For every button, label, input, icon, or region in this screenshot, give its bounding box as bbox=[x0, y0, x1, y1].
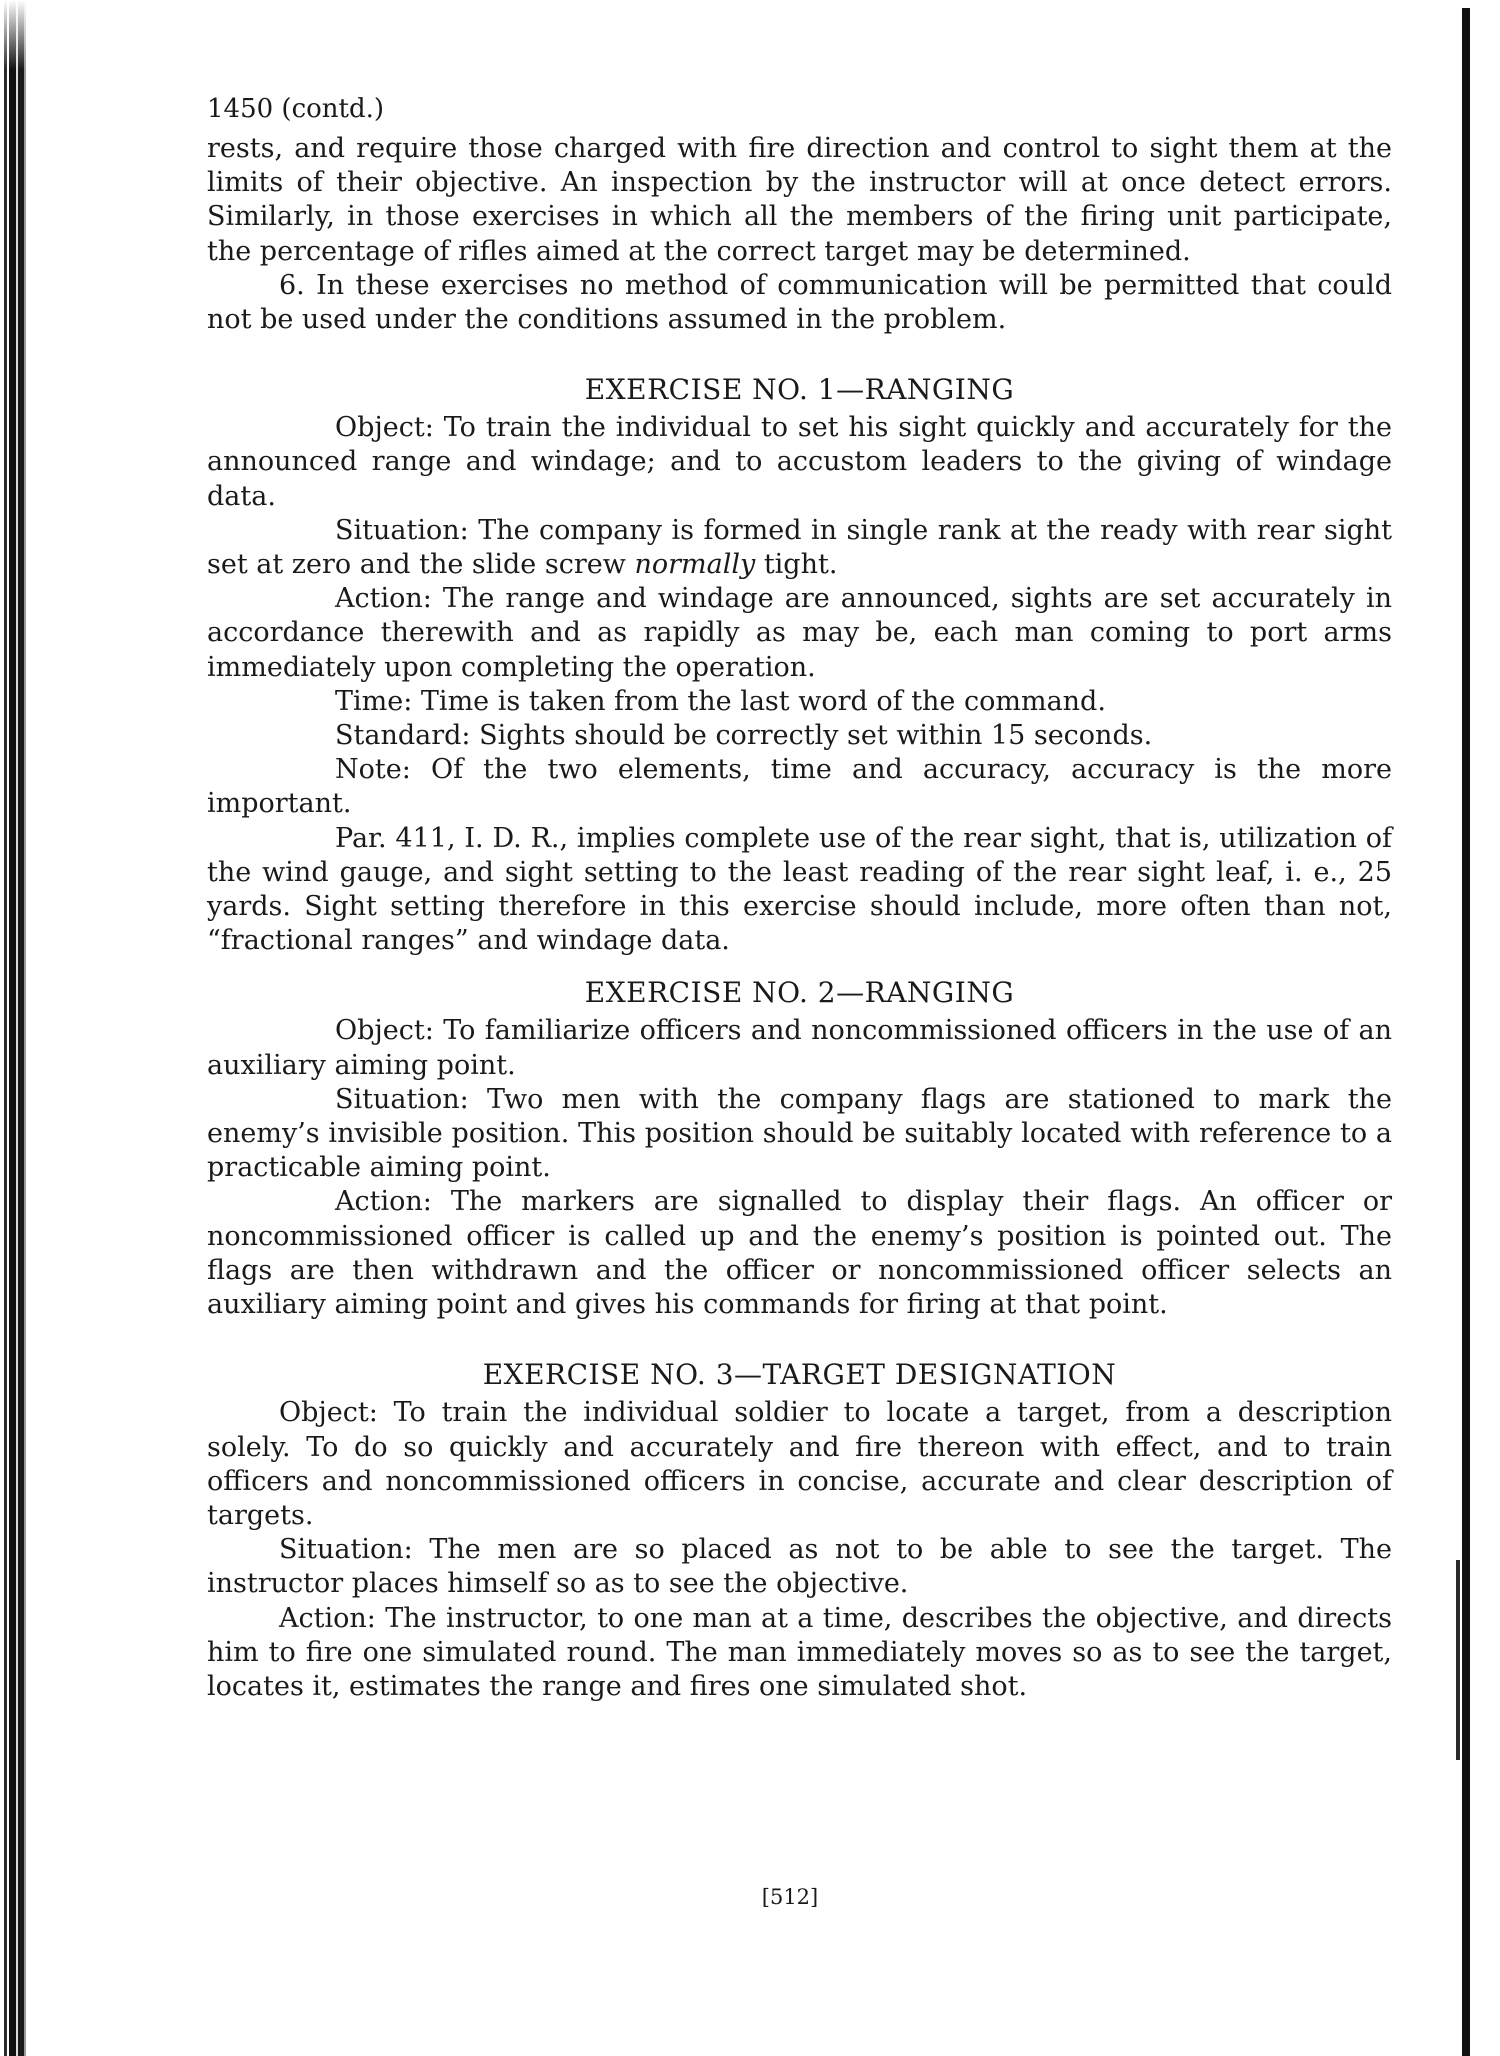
situation-label: Situation: bbox=[335, 514, 469, 546]
standard-label: Standard: bbox=[335, 720, 471, 752]
exercise-3-situation bbox=[207, 1533, 1392, 1601]
exercise-3-object bbox=[207, 1396, 1392, 1533]
action-text: The instructor, to one man at a time, describes the objective, and directs him to fire one simulated round. The man immediately moves so as to see the target, locates it, estimates the range and fires one simulated shot. bbox=[207, 1602, 1392, 1702]
exercise-1-object bbox=[207, 411, 1392, 514]
object-text: To train the individual soldier to locate a target, from a description solely. To do so quickly and accurately and fire thereon with effect, and to train officers and noncommissioned officers in concise, accurate and clear description of targets. bbox=[207, 1397, 1392, 1531]
object-text: To train the individual to set his sight quickly and accurately for the announced range and windage; and to accustom leaders to the giving of windage data. bbox=[207, 412, 1392, 512]
object-label: Object: bbox=[335, 412, 434, 444]
scan-right-edge-mark bbox=[1456, 1560, 1460, 1760]
exercise-1-note bbox=[207, 753, 1392, 821]
exercise-1-title: EXERCISE NO. 1—RANGING bbox=[584, 373, 1015, 407]
action-label: Action: bbox=[279, 1602, 376, 1634]
action-label: Action: bbox=[335, 1186, 432, 1218]
running-header: 1450 (contd.) bbox=[207, 94, 385, 124]
exercise-2-object bbox=[207, 1014, 1392, 1082]
scan-binding-edge bbox=[0, 0, 48, 2056]
page-number bbox=[0, 1883, 1500, 1911]
situation-text: The company is formed in single rank at the ready with rear sight set at zero and the slide screw bbox=[207, 514, 1392, 581]
standard-text: Sights should be correctly set within 15 seconds. bbox=[479, 720, 1153, 752]
exercise-3-title: EXERCISE NO. 3—TARGET DESIGNATION bbox=[482, 1358, 1117, 1392]
exercise-1-paragraph-reference: Par. 411, I. D. R., implies complete use of the rear sight, that is, utilization of the wind gauge, and sight setting to the least reading of the rear sight leaf, i. e., 25 yards. Sight setting therefore in this exercise should include, more often than not, “fractional ranges” and windage data. bbox=[207, 822, 1392, 957]
action-label: Action: bbox=[335, 583, 432, 615]
note-text: Of the two elements, time and accuracy, accuracy is the more important. bbox=[207, 754, 1392, 820]
exercise-1-standard bbox=[207, 719, 1392, 753]
situation-emphasis: normally bbox=[634, 549, 756, 581]
time-label: Time: bbox=[335, 685, 413, 717]
exercise-3-action bbox=[207, 1602, 1392, 1705]
exercise-1-situation bbox=[207, 514, 1392, 582]
object-label: Object: bbox=[279, 1397, 378, 1429]
note-label: Note: bbox=[335, 754, 411, 786]
situation-label: Situation: bbox=[279, 1534, 413, 1566]
page-body bbox=[207, 92, 1392, 1704]
exercise-2-action bbox=[207, 1185, 1392, 1322]
action-text: The range and windage are announced, sights are set accurately in accordance therewith and as rapidly as may be, each man coming to port arms immediately upon completing the operation. bbox=[207, 583, 1392, 683]
situation-text: The men are so placed as not to be able to see the target. The instructor places himself so as to see the objective. bbox=[207, 1534, 1392, 1600]
time-text: Time is taken from the last word of the command. bbox=[420, 685, 1106, 717]
intro-paragraph-1: rests, and require those charged with fire direction and control to sight them at the limits of their objective. An inspection by the instructor will at once detect errors. Similarly, in those exercises in which all the members of the firing unit participate, the percentage of rifles aimed at the correct target may be determined. bbox=[207, 133, 1392, 267]
situation-end: tight. bbox=[763, 549, 838, 581]
scan-right-edge bbox=[1462, 8, 1470, 2056]
situation-text: Two men with the company flags are stationed to mark the enemy’s invisible position. This position should be suitably located with reference to a practicable aiming point. bbox=[207, 1083, 1392, 1184]
exercise-2-title: EXERCISE NO. 2—RANGING bbox=[584, 976, 1015, 1010]
object-label: Object: bbox=[335, 1015, 434, 1047]
exercise-2-situation bbox=[207, 1083, 1392, 1186]
exercise-1-time bbox=[207, 685, 1392, 719]
object-text: To familiarize officers and noncommissioned officers in the use of an auxiliary aiming point. bbox=[207, 1015, 1392, 1081]
situation-label: Situation: bbox=[335, 1083, 469, 1115]
intro-paragraph-2: 6. In these exercises no method of communication will be permitted that could not be used under the conditions assumed in the problem. bbox=[207, 269, 1392, 336]
page-number-text: [512] bbox=[761, 1885, 819, 1909]
action-text: The markers are signalled to display their flags. An officer or noncommissioned officer is called up and the enemy’s position is pointed out. The flags are then withdrawn and the officer or noncommissioned officer selects an auxiliary aiming point and gives his commands for firing at that point. bbox=[207, 1186, 1392, 1321]
exercise-1-action bbox=[207, 582, 1392, 685]
